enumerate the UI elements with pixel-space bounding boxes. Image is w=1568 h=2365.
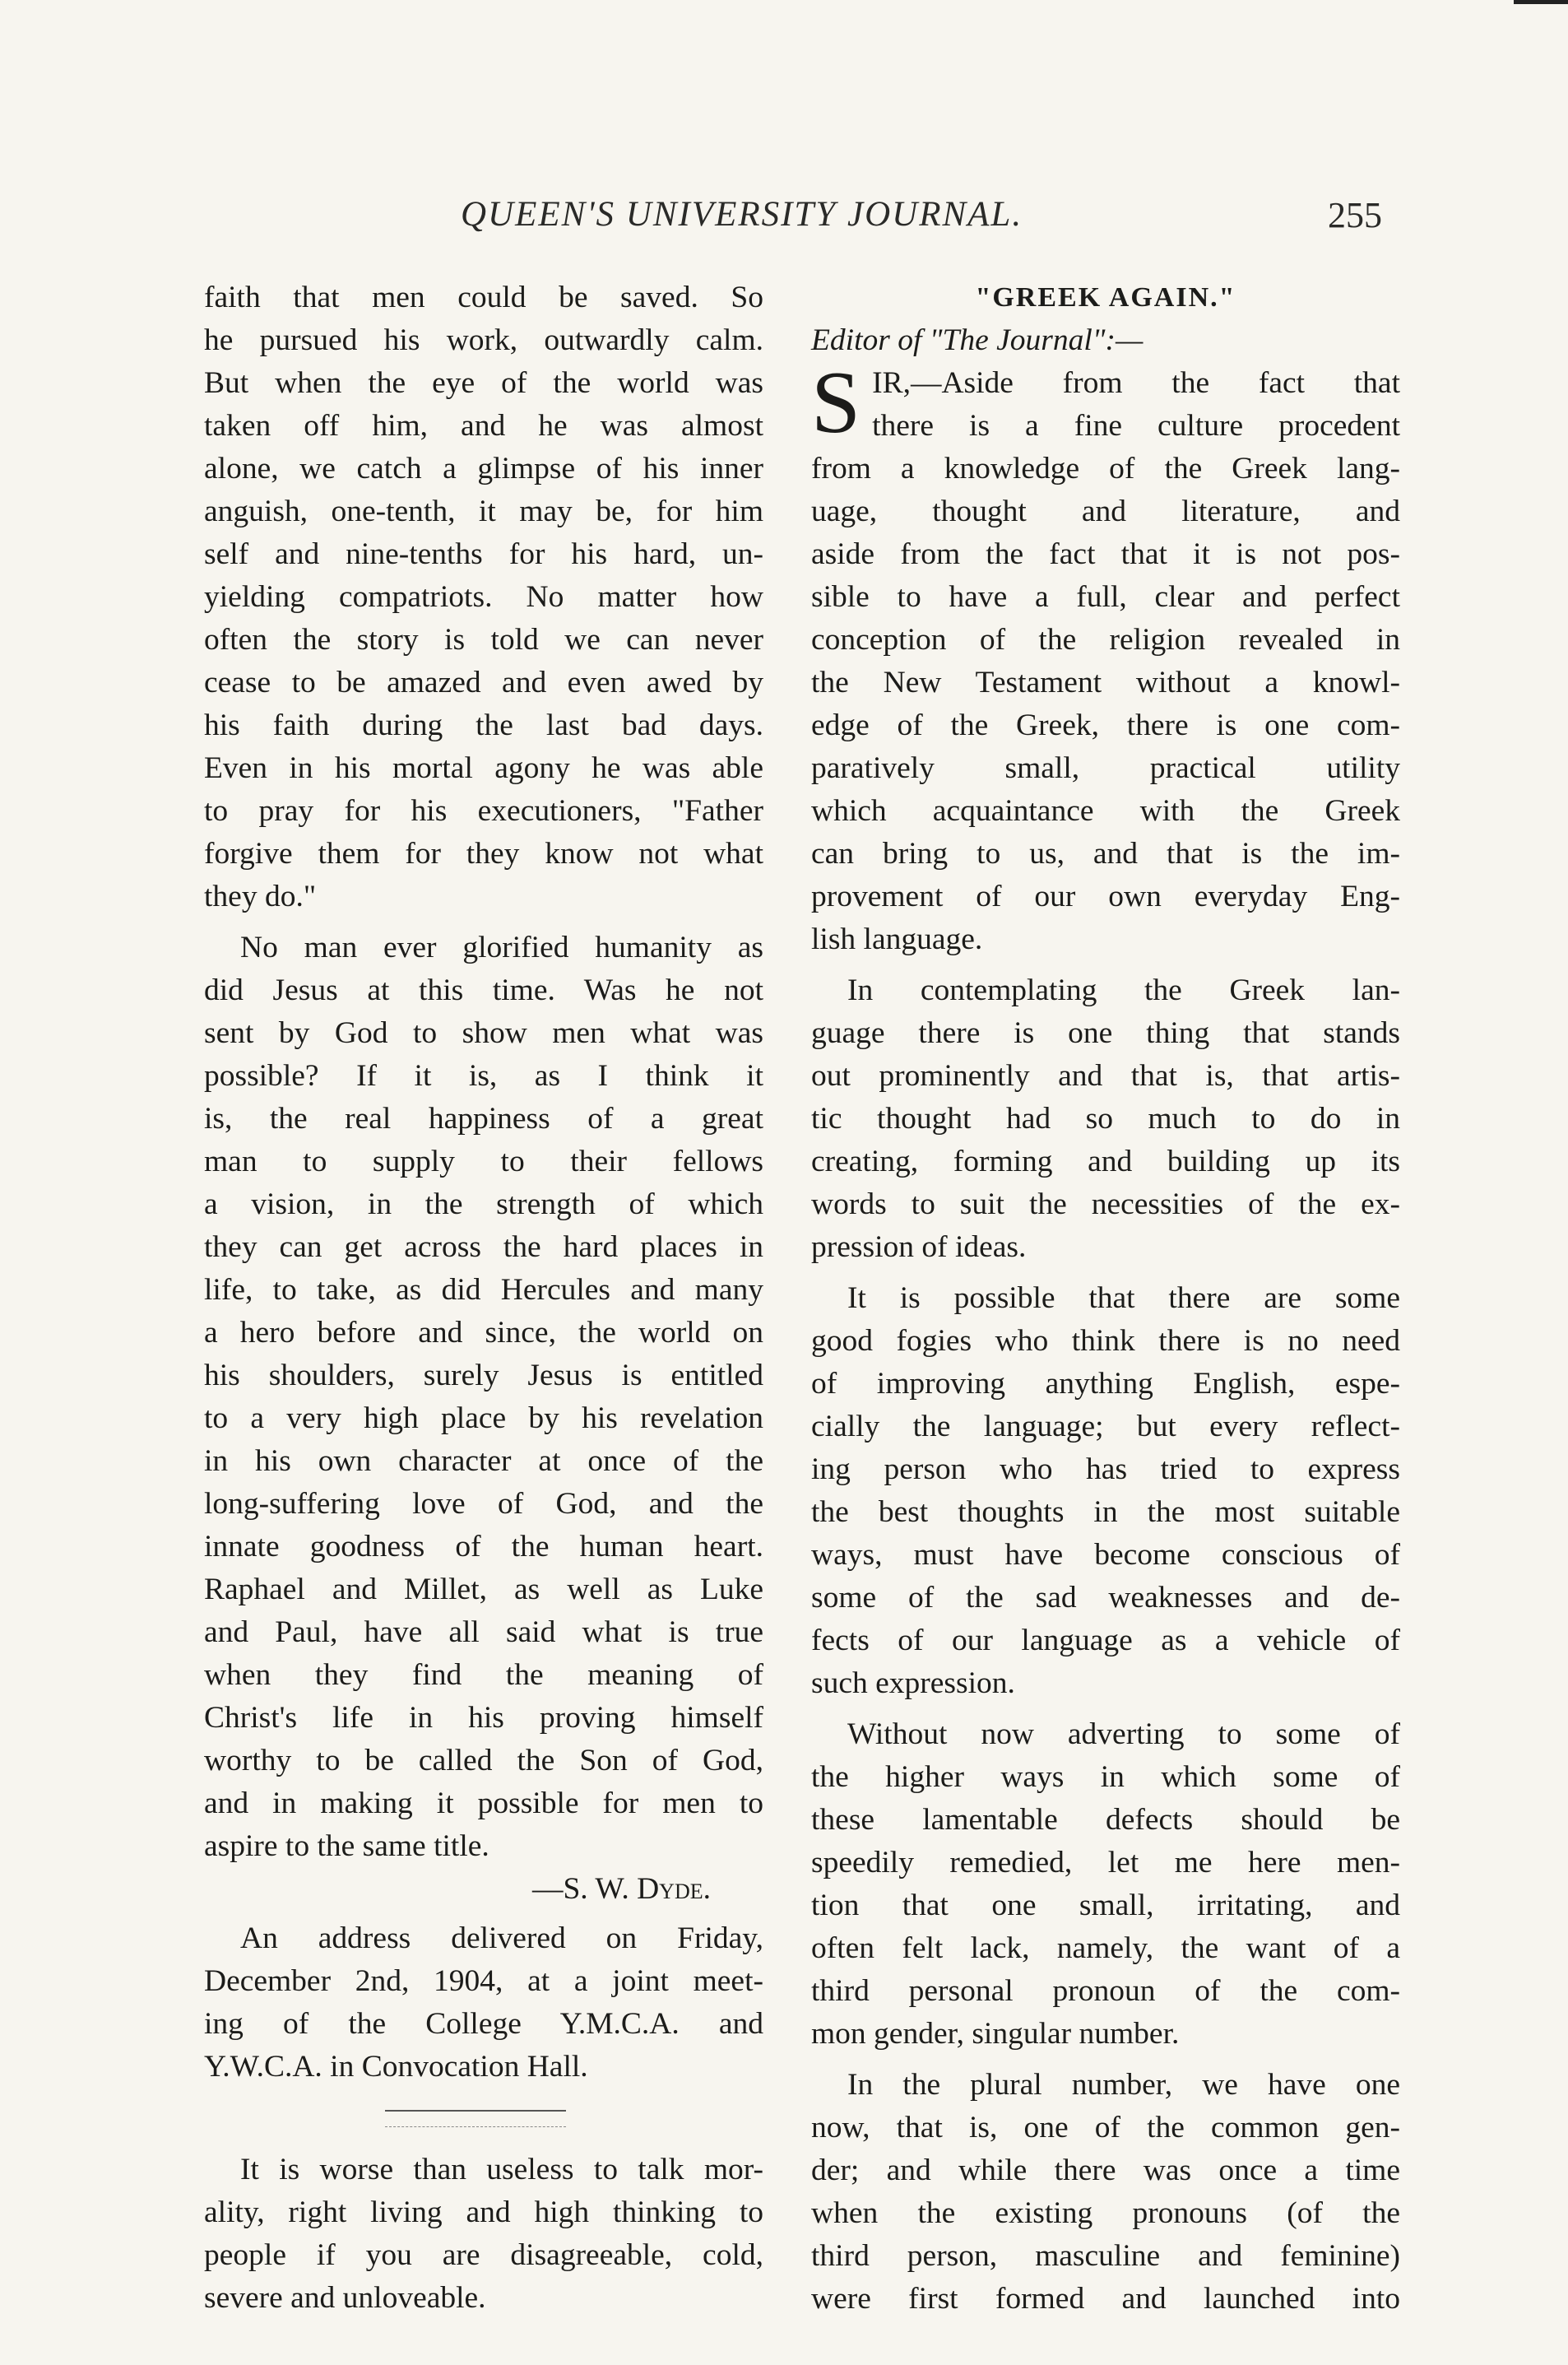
text-line: is, the real happiness of a great [204, 1102, 763, 1136]
text-line: No man ever glorified humanity as [240, 931, 763, 964]
text-line: paratively small, practical utility [811, 751, 1400, 785]
text-line: severe and unloveable. [204, 2281, 486, 2315]
page-number: 255 [1328, 195, 1382, 235]
text-line: In the plural number, we have one [847, 2068, 1400, 2102]
text-line: possible? If it is, as I think it [204, 1059, 763, 1093]
paragraph-greek-culture [811, 448, 1400, 961]
paragraph-address-note [204, 1917, 763, 2089]
text-line: he pursued his work, outwardly calm. [204, 323, 763, 357]
text-line: when the existing pronouns (of the [811, 2196, 1400, 2230]
text-line: when they find the meaning of [204, 1658, 763, 1692]
author-signature [204, 1868, 763, 1911]
text-line: taken off him, and he was almost [204, 409, 763, 443]
text-line: uage, thought and literature, and [811, 495, 1400, 528]
text-line: and in making it possible for men to [204, 1787, 763, 1820]
text-line: lish language. [811, 922, 983, 956]
text-line: the higher ways in which some of [811, 1760, 1400, 1794]
text-line: his faith during the last bad days. [204, 709, 763, 742]
text-line: But when the eye of the world was [204, 366, 763, 400]
text-line: man to supply to their fellows [204, 1145, 763, 1178]
text-line: tic thought had so much to do in [811, 1102, 1400, 1136]
text-line: innate goodness of the human heart. [204, 1530, 763, 1564]
text-line: in his own character at once of the [204, 1444, 763, 1478]
text-line: they do." [204, 880, 317, 913]
text-line: often felt lack, namely, the want of a [811, 1931, 1400, 1965]
text-line: the New Testament without a knowl- [811, 666, 1400, 699]
text-line: they can get across the hard places in [204, 1230, 763, 1264]
article-title: "GREEK AGAIN." [975, 282, 1236, 313]
paragraph-glorified-humanity [204, 927, 763, 1868]
text-line: ing person who has tried to express [811, 1452, 1400, 1486]
text-line: some of the sad weaknesses and de- [811, 1581, 1400, 1615]
text-line: these lamentable defects should be [811, 1803, 1400, 1837]
text-line: to a very high place by his revelation [204, 1401, 763, 1435]
text-line: there is a fine culture procedent [872, 409, 1400, 443]
text-line: did Jesus at this time. Was he not [204, 973, 763, 1007]
text-line: sent by God to show men what was [204, 1016, 763, 1050]
text-line: Without now adverting to some of [847, 1717, 1400, 1751]
paragraph-lamentable-defects [811, 1713, 1400, 2056]
text-line: out prominently and that is, that artis- [811, 1059, 1400, 1093]
text-line: provement of our own everyday Eng- [811, 880, 1400, 913]
text-line: In contemplating the Greek lan- [847, 973, 1400, 1007]
text-line: guage there is one thing that stands [811, 1016, 1400, 1050]
text-line: now, that is, one of the common gen- [811, 2111, 1400, 2144]
text-line: words to suit the necessities of the ex- [811, 1187, 1400, 1221]
text-line: sible to have a full, clear and perfect [811, 580, 1400, 614]
text-line: can bring to us, and that is the im- [811, 837, 1400, 871]
text-line: cially the language; but every reflect- [811, 1410, 1400, 1443]
text-line: pression of ideas. [811, 1230, 1027, 1264]
text-line: good fogies who think there is no need [811, 1324, 1400, 1358]
text-line: which acquaintance with the Greek [811, 794, 1400, 828]
text-line: conception of the religion revealed in [811, 623, 1400, 657]
text-line: of improving anything English, espe- [811, 1367, 1400, 1401]
text-line: An address delivered on Friday, [240, 1921, 763, 1955]
text-line: third personal pronoun of the com- [811, 1974, 1400, 2008]
left-column [204, 276, 763, 2320]
text-line: a hero before and since, the world on [204, 1316, 763, 1350]
text-line: to pray for his executioners, "Father [204, 794, 763, 828]
text-line: creating, forming and building up its [811, 1145, 1400, 1178]
text-line: people if you are disagreeable, cold, [204, 2238, 763, 2272]
text-line: December 2nd, 1904, at a joint meet- [204, 1964, 763, 1998]
text-line: Even in his mortal agony he was able [204, 751, 763, 785]
running-header-title: QUEEN'S UNIVERSITY JOURNAL. [461, 195, 1023, 234]
text-line: ality, right living and high thinking to [204, 2195, 763, 2229]
text-line: yielding compatriots. No matter how [204, 580, 763, 614]
text-line: anguish, one-tenth, it may be, for him [204, 495, 763, 528]
drop-cap-letter: S [811, 354, 861, 452]
text-line: aspire to the same title. [204, 1829, 489, 1863]
text-line: tion that one small, irritating, and [811, 1889, 1400, 1922]
text-line: fects of our language as a vehicle of [811, 1624, 1400, 1657]
text-line: speedily remedied, let me here men- [811, 1846, 1400, 1879]
top-border-mark [1514, 0, 1568, 4]
paragraph-faith [204, 276, 763, 918]
text-line: faith that men could be saved. So [204, 281, 763, 314]
section-divider-rule [385, 2110, 566, 2127]
text-line: the best thoughts in the most suitable [811, 1495, 1400, 1529]
text-line: a vision, in the strength of which [204, 1187, 763, 1221]
paragraph-plural-number [811, 2064, 1400, 2321]
text-line: cease to be amazed and even awed by [204, 666, 763, 699]
text-line: were first formed and launched into [811, 2282, 1400, 2316]
signature-initials: —S. W. [531, 1872, 638, 1906]
text-line: often the story is told we can never [204, 623, 763, 657]
text-line: edge of the Greek, there is one com- [811, 709, 1400, 742]
text-line: and Paul, have all said what is true [204, 1615, 763, 1649]
paragraph-contemplating-greek [811, 969, 1400, 1269]
text-line: forgive them for they know not what [204, 837, 763, 871]
text-line: alone, we catch a glimpse of his inner [204, 452, 763, 486]
paragraph-closing-remark [204, 2149, 763, 2320]
text-line: mon gender, singular number. [811, 2017, 1180, 2051]
text-line: worthy to be called the Son of God, [204, 1744, 763, 1777]
text-line: It is possible that there are some [847, 1281, 1400, 1315]
signature-surname: Dyde. [637, 1872, 711, 1906]
text-line: ways, must have become conscious of [811, 1538, 1400, 1572]
text-line: IR,—Aside from the fact that [872, 366, 1400, 400]
text-line: It is worse than useless to talk mor- [240, 2153, 763, 2186]
text-line: Christ's life in his proving himself [204, 1701, 763, 1735]
text-line: der; and while there was once a time [811, 2154, 1400, 2187]
text-line: long-suffering love of God, and the [204, 1487, 763, 1521]
text-line: ing of the College Y.M.C.A. and [204, 2007, 763, 2041]
text-line: life, to take, as did Hercules and many [204, 1273, 763, 1307]
text-line: from a knowledge of the Greek lang- [811, 452, 1400, 486]
text-line: Y.W.C.A. in Convocation Hall. [204, 2050, 588, 2084]
text-line: self and nine-tenths for his hard, un- [204, 537, 763, 571]
paragraph-good-fogies [811, 1277, 1400, 1705]
dropcap-paragraph [811, 354, 1400, 452]
text-line: third person, masculine and feminine) [811, 2239, 1400, 2273]
text-line: his shoulders, surely Jesus is entitled [204, 1359, 763, 1392]
editor-salutation: Editor of "The Journal":— [811, 323, 1144, 357]
text-line: Raphael and Millet, as well as Luke [204, 1573, 763, 1606]
paragraph-opening-lines [811, 354, 1400, 452]
text-line: such expression. [811, 1666, 1015, 1700]
right-column [811, 276, 1400, 2321]
text-line: aside from the fact that it is not pos- [811, 537, 1400, 571]
